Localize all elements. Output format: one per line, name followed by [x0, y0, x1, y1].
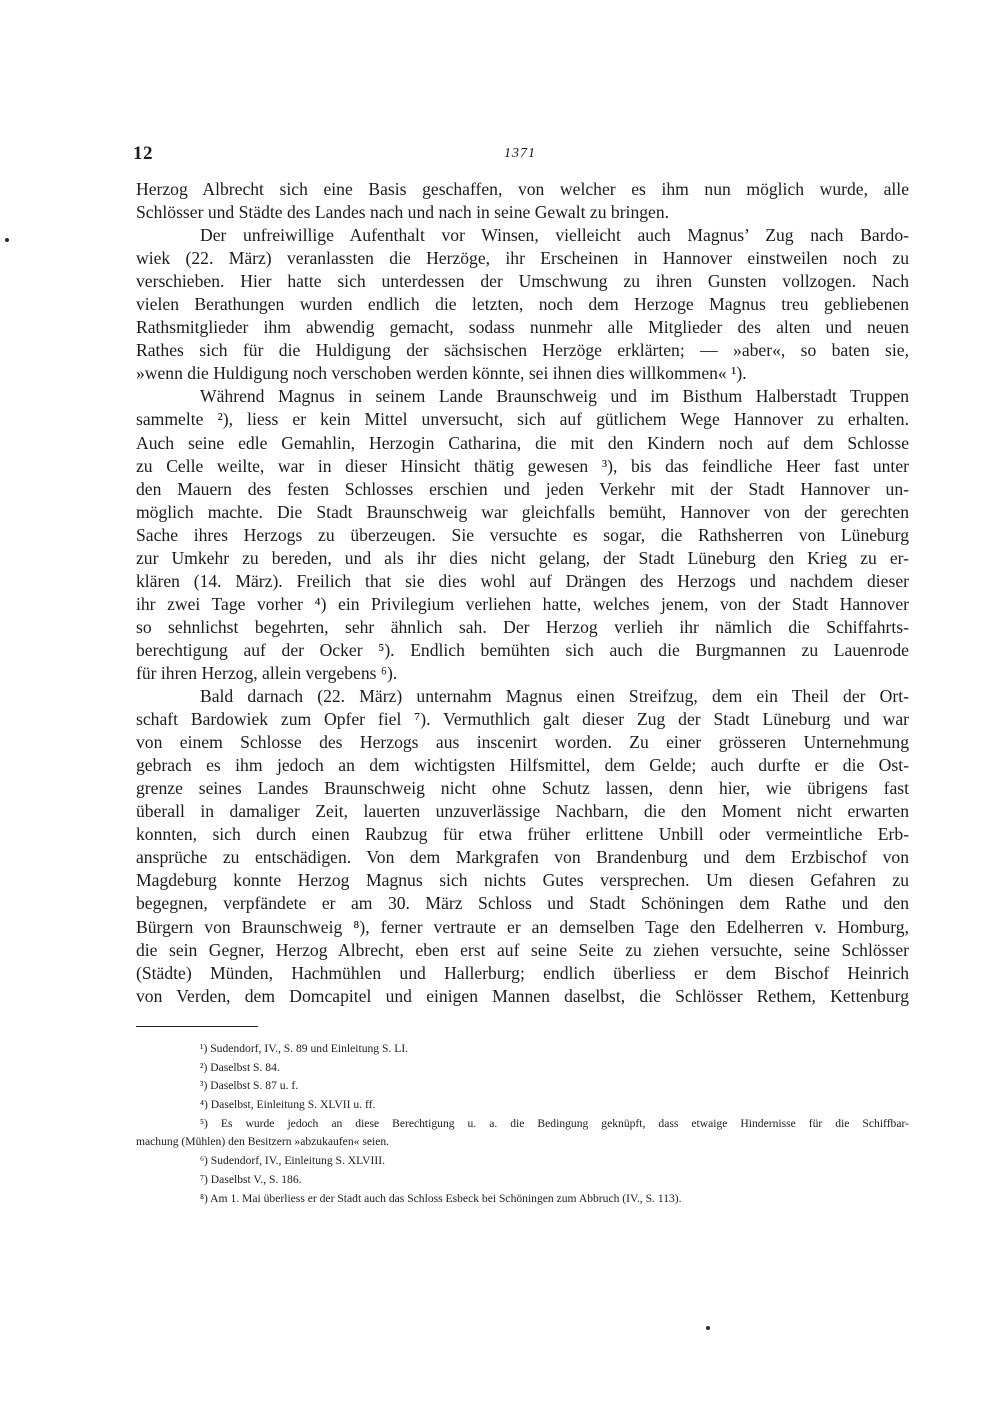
text-line: Auch seine edle Gemahlin, Herzogin Catharina, die mit den Kindern noch auf dem Schlosse	[136, 432, 909, 453]
text-line: Während Magnus in seinem Lande Braunschweig und im Bisthum Halberstadt Truppen	[200, 386, 909, 407]
text-line: vielen Berathungen wurden endlich die letzten, noch dem Herzoge Magnus treu gebliebenen	[136, 294, 909, 315]
footnote: ⁶) Sudendorf, IV., Einleitung S. XLVIII.	[200, 1154, 386, 1168]
footnote: ⁷) Daselbst V., S. 186.	[200, 1172, 302, 1186]
text-line: überall in damaliger Zeit, lauerten unzuverlässige Nachbarn, die den Moment nicht erwarten	[136, 801, 909, 822]
text-line: wiek (22. März) veranlassten die Herzöge, ihr Erscheinen in Hannover einstweilen noch zu	[136, 248, 909, 269]
footnote: ⁵) Es wurde jedoch an diese Berechtigung u. a. die Bedingung geknüpft, dass etwaige Hindernisse für die Schiffbar-	[200, 1116, 909, 1130]
text-line: Rathsmitglieder ihm abwendig gemacht, sodass nunmehr alle Mitglieder des alten und neuen	[136, 317, 909, 338]
footnote-continuation: machung (Mühlen) den Besitzern »abzukaufen« seien.	[136, 1135, 390, 1149]
text-line: zur Umkehr zu bereden, und als ihr dies nicht gelang, der Stadt Lüneburg den Krieg zu er-	[136, 547, 909, 568]
text-line: begegnen, verpfändete er am 30. März Schloss und Stadt Schöningen dem Rathe und den	[136, 893, 909, 914]
text-line: Herzog Albrecht sich eine Basis geschaffen, von welcher es ihm nun möglich wurde, alle	[136, 179, 909, 199]
text-line: für ihren Herzog, allein vergebens ⁶).	[136, 662, 398, 683]
text-line: »wenn die Huldigung noch verschoben werden könnte, sei ihnen dies willkommen« ¹).	[136, 363, 747, 384]
scan-speck	[5, 238, 9, 242]
footnote: ⁴) Daselbst, Einleitung S. XLVII u. ff.	[200, 1098, 376, 1112]
page-number: 12	[133, 143, 153, 164]
text-line: (Städte) Münden, Hachmühlen und Hallerburg; endlich überliess er dem Bischof Heinrich	[136, 962, 909, 983]
text-line: Rathes sich für die Huldigung der sächsischen Herzöge erklärten; — »aber«, so baten sie,	[136, 340, 909, 361]
text-line: ansprüche zu entschädigen. Von dem Markgrafen von Brandenburg und dem Erzbischof von	[136, 847, 909, 868]
text-line: gebrach es ihm jedoch an dem wichtigsten Hilfsmittel, dem Gelde; auch durfte er die Ost-	[136, 755, 909, 776]
text-line: Der unfreiwillige Aufenthalt vor Winsen, vielleicht auch Magnus’ Zug nach Bardo-	[200, 225, 909, 246]
body-text	[136, 178, 909, 1008]
footnote-divider	[136, 1026, 258, 1027]
text-line: von Verden, dem Domcapitel und einigen Mannen daselbst, die Schlösser Rethem, Kettenburg	[136, 985, 909, 1006]
text-line: ihr zwei Tage vorher ⁴) ein Privilegium verliehen hatte, welches jenem, von der Stadt Hannover	[136, 593, 909, 614]
footnote: ¹) Sudendorf, IV., S. 89 und Einleitung S. LI.	[200, 1042, 409, 1055]
footnote: ⁸) Am 1. Mai überliess er der Stadt auch das Schloss Esbeck bei Schöningen zum Abbruch (IV., S. 113).	[200, 1191, 682, 1205]
text-line: Schlösser und Städte des Landes nach und nach in seine Gewalt zu bringen.	[136, 202, 670, 223]
text-line: Sache ihres Herzogs zu überzeugen. Sie versuchte es sogar, die Rathsherren von Lüneburg	[136, 524, 909, 545]
scan-speck	[706, 1326, 710, 1330]
text-line: konnten, sich durch einen Raubzug für etwa früher erlittene Unbill oder vermeintliche Erb-	[136, 824, 909, 845]
text-line: von einem Schlosse des Herzogs aus inscenirt worden. Zu einer grösseren Unternehmung	[136, 732, 909, 753]
text-line: Magdeburg konnte Herzog Magnus sich nichts Gutes versprechen. Um diesen Gefahren zu	[136, 870, 909, 891]
text-line: so sehnlichst begehrten, sehr ähnlich sah. Der Herzog verlieh ihr nämlich die Schiffahrts-	[136, 616, 909, 637]
footnote: ²) Daselbst S. 84.	[200, 1060, 280, 1074]
footnotes	[136, 1040, 909, 1208]
text-line: zu Celle weilte, war in dieser Hinsicht thätig gewesen ³), bis das feindliche Heer fast unter	[136, 455, 909, 476]
text-line: verschieben. Hier hatte sich unterdessen der Umschwung zu ihren Gunsten vollzogen. Nach	[136, 271, 909, 292]
text-line: grenze seines Landes Braunschweig nicht ohne Schutz lassen, denn hier, wie übrigens fast	[136, 778, 909, 799]
running-head-year: 1371	[504, 146, 536, 161]
text-line: möglich machte. Die Stadt Braunschweig war gleichfalls bemüht, Hannover von der gerechten	[136, 501, 909, 522]
text-line: berechtigung auf der Ocker ⁵). Endlich bemühten sich auch die Burgmannen zu Lauenrode	[136, 639, 909, 660]
text-line: den Mauern des festen Schlosses erschien und jeden Verkehr mit der Stadt Hannover un-	[136, 478, 909, 499]
text-line: die sein Gegner, Herzog Albrecht, eben erst auf seine Seite zu ziehen versuchte, seine Schlösser	[136, 939, 909, 960]
text-line: Bürgern von Braunschweig ⁸), ferner vertraute er an demselben Tage den Edelherren v. Homburg,	[136, 916, 909, 937]
text-line: sammelte ²), liess er kein Mittel unversucht, sich auf gütlichem Wege Hannover zu erhalten.	[136, 409, 909, 430]
text-line: Bald darnach (22. März) unternahm Magnus einen Streifzug, dem ein Theil der Ort-	[200, 686, 909, 707]
footnote: ³) Daselbst S. 87 u. f.	[200, 1079, 299, 1093]
text-line: klären (14. März). Freilich that sie dies wohl auf Drängen des Herzogs und nachdem dieser	[136, 570, 909, 591]
text-line: schaft Bardowiek zum Opfer fiel ⁷). Vermuthlich galt dieser Zug der Stadt Lüneburg und war	[136, 709, 909, 730]
